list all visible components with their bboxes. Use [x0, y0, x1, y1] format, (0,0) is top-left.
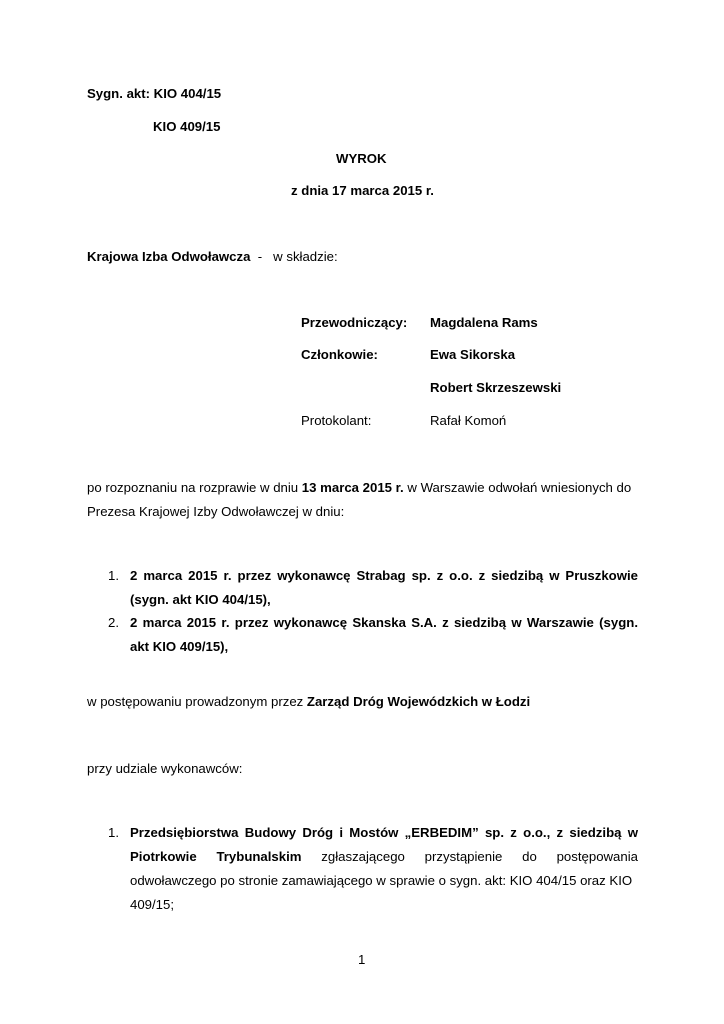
intro-text: w Warszawie odwołań wniesionych do [403, 480, 632, 495]
appeal-2-line1: 2 marca 2015 r. przez wykonawcę Skanska S.A. z siedzibą w Warszawie (sygn. [130, 615, 638, 630]
document-title: WYROK [336, 151, 387, 166]
case-number-line2: KIO 409/15 [153, 119, 221, 134]
participant-1-line2 [130, 849, 638, 865]
list-number: 2. [108, 615, 119, 630]
separator: - [257, 249, 263, 264]
participant-city: Piotrkowie Trybunalskim [130, 849, 302, 864]
member-name: Ewa Sikorska [430, 347, 516, 362]
chamber-name: Krajowa Izba Odwoławcza [87, 249, 251, 264]
appeal-2-line2: akt KIO 409/15), [130, 639, 229, 654]
hearing-date: 13 marca 2015 r. [301, 480, 404, 495]
page-number: 1 [358, 952, 366, 967]
chair-name: Magdalena Rams [430, 315, 538, 330]
clerk-name: Rafał Komoń [430, 413, 507, 428]
participants-intro: przy udziale wykonawców: [87, 761, 243, 776]
list-number: 1. [108, 568, 119, 583]
intro-line1 [87, 480, 639, 496]
intro-text: po rozpoznaniu na rozprawie w dniu [87, 480, 302, 495]
member-name: Robert Skrzeszewski [430, 380, 562, 395]
contracting-authority: Zarząd Dróg Wojewódzkich w Łodzi [306, 694, 531, 709]
appeal-1-line2: (sygn. akt KIO 404/15), [130, 592, 271, 607]
composition-line [87, 249, 338, 265]
case-number-line1: Sygn. akt: KIO 404/15 [87, 86, 222, 101]
composition-label: w składzie: [273, 249, 338, 264]
participant-1-line1: Przedsiębiorstwa Budowy Dróg i Mostów „ERBEDIM” sp. z o.o., z siedzibą w [130, 825, 638, 840]
proceedings-text: w postępowaniu prowadzonym przez [87, 694, 307, 709]
participant-1-line3: odwoławczego po stronie zamawiającego w sprawie o sygn. akt: KIO 404/15 oraz KIO [130, 873, 633, 888]
participant-text: zgłaszającego przystąpienie do postępowania [301, 849, 638, 864]
appeal-1-line1: 2 marca 2015 r. przez wykonawcę Strabag sp. z o.o. z siedzibą w Pruszkowie [130, 568, 638, 583]
list-number: 1. [108, 825, 119, 840]
document-date: z dnia 17 marca 2015 r. [291, 183, 434, 198]
chair-label: Przewodniczący: [301, 315, 408, 330]
participant-1-line4: 409/15; [130, 897, 174, 912]
members-label: Członkowie: [301, 347, 378, 362]
intro-line2: Prezesa Krajowej Izby Odwoławczej w dniu: [87, 504, 345, 519]
proceedings-line [87, 694, 530, 710]
clerk-label: Protokolant: [301, 413, 372, 428]
